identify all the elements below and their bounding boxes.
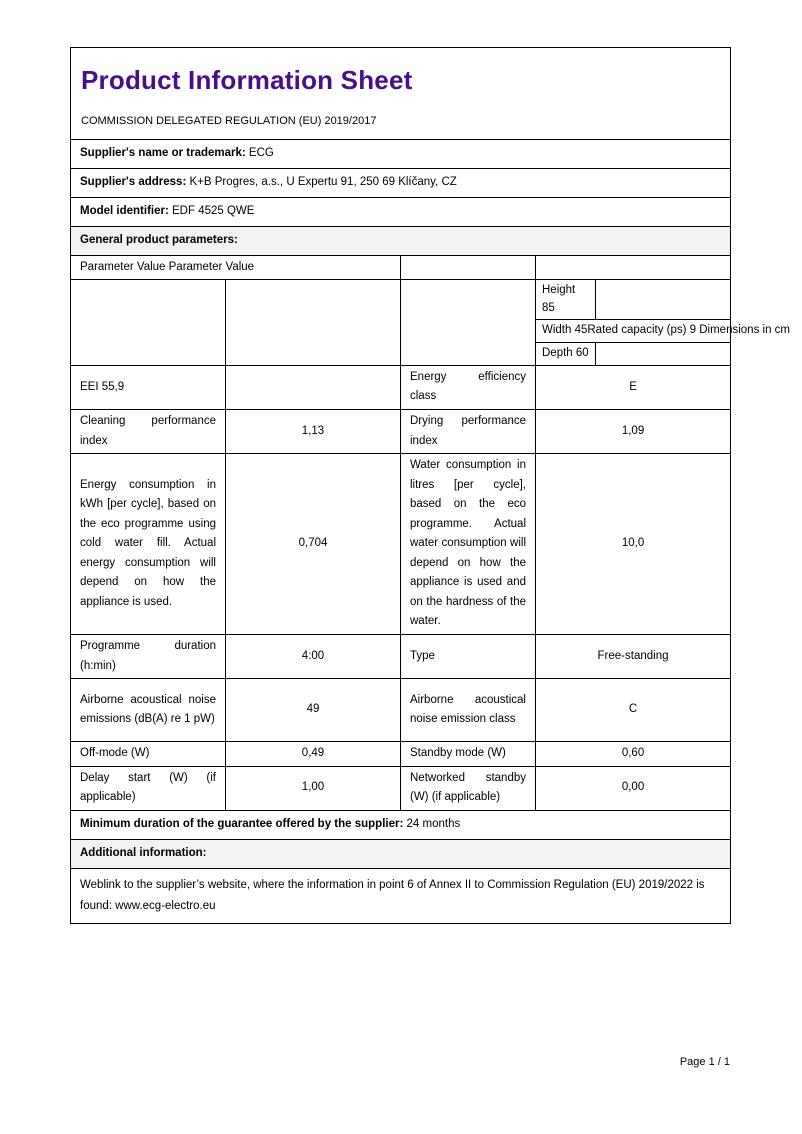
- param-left-value: 1,00: [226, 766, 401, 810]
- param-right-value: 0,00: [536, 766, 731, 810]
- dimension-height-cell: Height 85: [536, 280, 596, 320]
- empty-cell: [71, 280, 226, 366]
- guarantee-label: Minimum duration of the guarantee offered by the supplier:: [80, 817, 404, 830]
- supplier-address-row: [71, 168, 731, 197]
- param-left-label: EEI 55,9: [71, 365, 226, 409]
- dimension-width-cell: Width 45Rated capacity (ps) 9 Dimensions in cm: [536, 319, 731, 342]
- param-left-label: Off-mode (W): [71, 742, 226, 767]
- supplier-address-label: Supplier's address:: [80, 176, 187, 189]
- guarantee-row: [71, 810, 731, 839]
- row-noise: [71, 679, 731, 742]
- weblink-url: www.ecg-electro.eu: [115, 900, 216, 913]
- weblink-text: Weblink to the supplier’s website, where the information in point 6 of Annex II to Commission Regulation (EU) 2019/2022 is found:: [80, 878, 705, 913]
- regulation-subtitle: COMMISSION DELEGATED REGULATION (EU) 2019/2017: [81, 115, 377, 128]
- row-cleaning-drying: [71, 410, 731, 454]
- param-right-label: Drying performance index: [401, 410, 536, 454]
- param-right-label: Energy efficiency class: [401, 365, 536, 409]
- param-right-label: Standby mode (W): [401, 742, 536, 767]
- param-left-label: Airborne acoustical noise emissions (dB(A) re 1 pW): [71, 679, 226, 742]
- guarantee-cell: [71, 810, 731, 839]
- empty-cell: [401, 280, 536, 366]
- param-left-value: [226, 365, 401, 409]
- param-left-label: Cleaning performance index: [71, 410, 226, 454]
- row-eei: [71, 365, 731, 409]
- title-row: [71, 48, 731, 140]
- param-right-value: 1,09: [536, 410, 731, 454]
- empty-cell: [596, 280, 731, 320]
- empty-cell: [401, 255, 536, 280]
- guarantee-value: 24 months: [406, 817, 461, 830]
- dimensions-row-height: [71, 280, 731, 320]
- parameter-header-row: [71, 255, 731, 280]
- param-left-label: Programme duration (h:min): [71, 635, 226, 679]
- param-left-label: Delay start (W) (if applicable): [71, 766, 226, 810]
- param-left-value: 1,13: [226, 410, 401, 454]
- model-identifier-value: EDF 4525 QWE: [172, 205, 255, 218]
- param-right-label: Water consumption in litres [per cycle], based on the eco programme. Actual water consumption will depend on how the appliance is used and on the hardness of the water.: [401, 454, 536, 635]
- additional-info-heading-row: [71, 839, 731, 868]
- param-left-value: 49: [226, 679, 401, 742]
- param-right-value: 0,60: [536, 742, 731, 767]
- page-title: Product Information Sheet: [81, 65, 413, 95]
- param-left-label: Energy consumption in kWh [per cycle], based on the eco programme using cold water fill. Actual energy consumption will depend on how the appliance is used.: [71, 454, 226, 635]
- param-right-value: Free-standing: [536, 635, 731, 679]
- supplier-address-value: K+B Progres, a.s., U Expertu 91, 250 69 Klíčany, CZ: [189, 176, 457, 189]
- param-right-value: E: [536, 365, 731, 409]
- supplier-name-value: ECG: [248, 147, 274, 160]
- general-parameters-heading-row: [71, 226, 731, 255]
- row-offmode-standby: [71, 742, 731, 767]
- parameter-header-cell: Parameter Value Parameter Value: [71, 255, 401, 280]
- weblink-row: [71, 868, 731, 924]
- row-energy-water: [71, 454, 731, 635]
- param-right-value: 10,0: [536, 454, 731, 635]
- dimension-depth-cell: Depth 60: [536, 342, 596, 365]
- product-info-sheet: [70, 47, 790, 924]
- param-left-value: 0,49: [226, 742, 401, 767]
- empty-cell: [226, 280, 401, 366]
- title-cell: [71, 48, 731, 140]
- param-left-value: 4:00: [226, 635, 401, 679]
- param-right-label: Airborne acoustical noise emission class: [401, 679, 536, 742]
- param-right-value: C: [536, 679, 731, 742]
- model-identifier-label: Model identifier:: [80, 205, 169, 218]
- row-delay-networked: [71, 766, 731, 810]
- supplier-address-cell: [71, 168, 731, 197]
- additional-info-heading: Additional information:: [71, 839, 731, 868]
- weblink-paragraph: [71, 868, 731, 924]
- model-identifier-cell: [71, 197, 731, 226]
- empty-cell: [596, 342, 731, 365]
- param-right-label: Networked standby (W) (if applicable): [401, 766, 536, 810]
- row-duration-type: [71, 635, 731, 679]
- product-info-table: [70, 47, 790, 924]
- empty-cell: [536, 255, 731, 280]
- param-left-value: 0,704: [226, 454, 401, 635]
- page-number: Page 1 / 1: [679, 1056, 730, 1068]
- model-identifier-row: [71, 197, 731, 226]
- supplier-name-label: Supplier's name or trademark:: [80, 147, 246, 160]
- supplier-name-cell: [71, 139, 731, 168]
- general-parameters-heading: General product parameters:: [71, 226, 731, 255]
- param-right-label: Type: [401, 635, 536, 679]
- supplier-name-row: [71, 139, 731, 168]
